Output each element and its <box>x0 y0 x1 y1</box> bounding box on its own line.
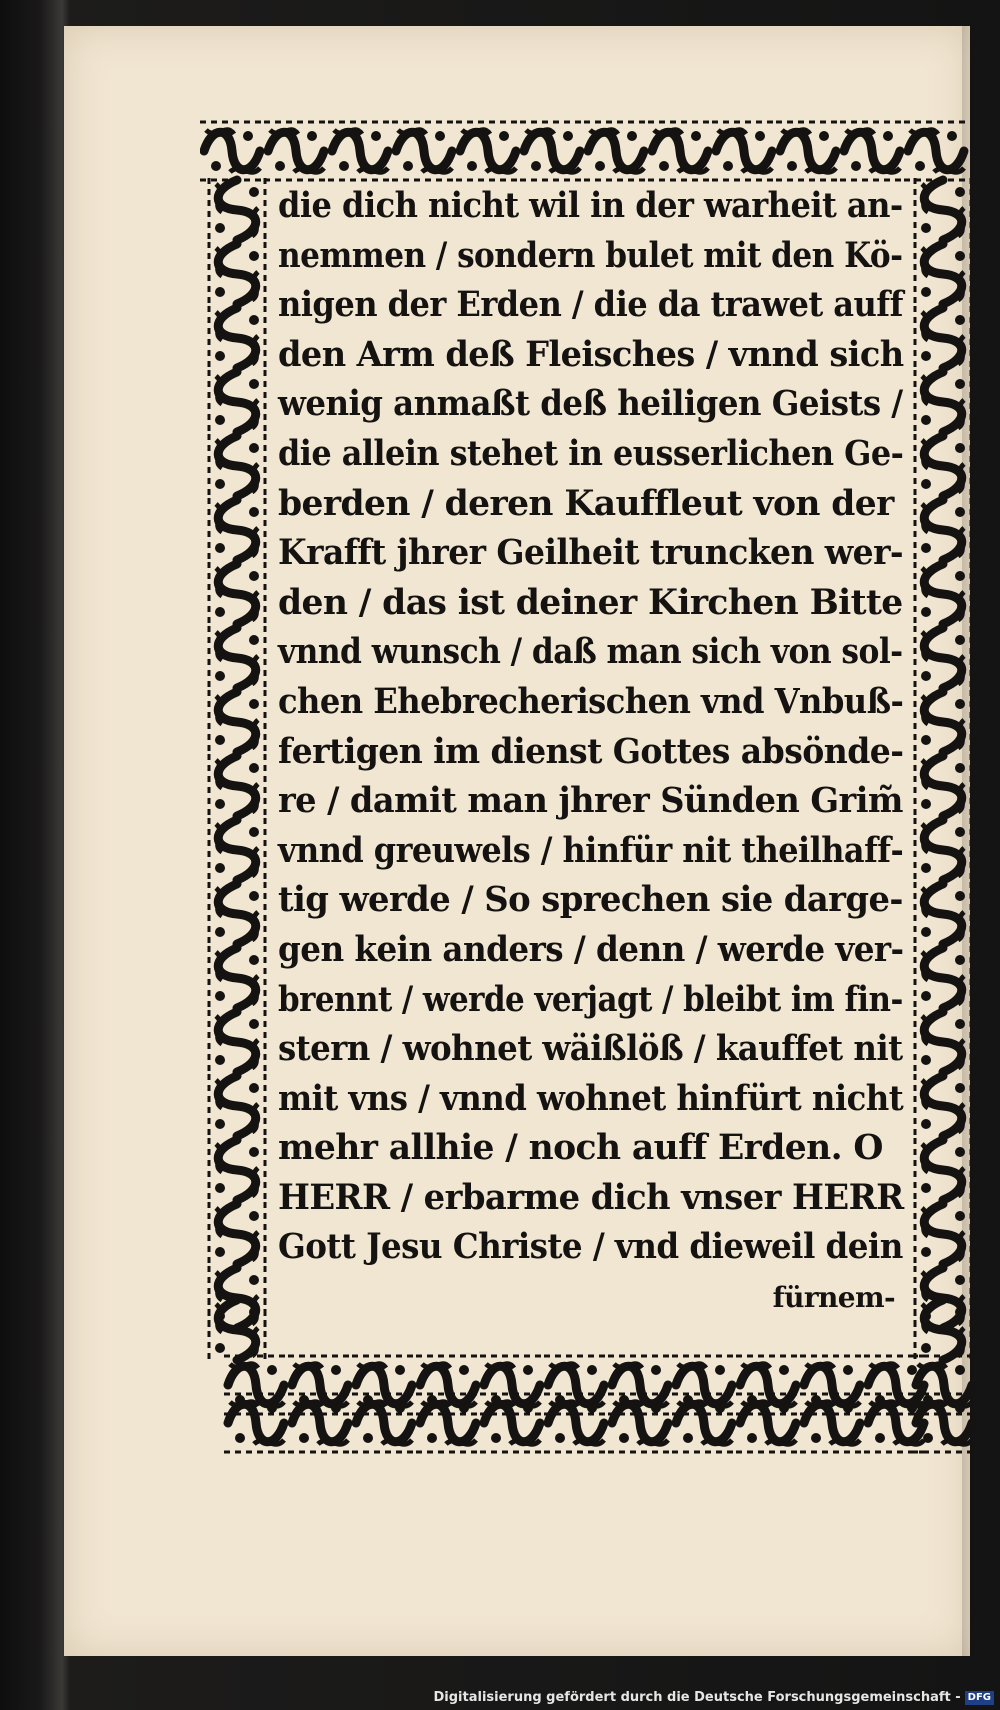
text-block <box>278 182 903 1323</box>
text-line: Gott Jesu Christe / vnd dieweil dein <box>278 1227 903 1268</box>
text-line: wenig anmaßt deß heiligen Geists / <box>278 384 903 425</box>
text-line: tig werde / So sprechen sie darge‑ <box>278 880 903 921</box>
text-line: brennt / werde verjagt / bleibt im fin‑ <box>278 979 903 1020</box>
text-line: HERR / erbarme dich vnser HERR <box>278 1177 904 1218</box>
text-line: den Arm deß Fleisches / vnnd sich <box>278 334 904 375</box>
credit-text: Digitalisierung gefördert durch die Deutsche Forschungsgemeinschaft - <box>433 1690 961 1705</box>
dfg-logo-icon: DFG <box>965 1691 994 1705</box>
text-line: fertigen im dienst Gottes absönde‑ <box>278 731 904 772</box>
text-line: gen kein anders / denn / werde ver‑ <box>278 929 904 970</box>
text-line: mehr allhie / noch auff Erden. O <box>278 1128 883 1169</box>
text-line: vnnd wunsch / daß man sich von sol‑ <box>278 632 903 673</box>
text-line: die dich nicht wil in der warheit an‑ <box>278 186 903 226</box>
text-line: nemmen / sondern bulet mit den Kö‑ <box>278 235 903 276</box>
text-line: nigen der Erden / die da trawet auff <box>278 285 903 326</box>
text-line: Krafft jhrer Geilheit truncken wer‑ <box>278 533 904 574</box>
text-line: mit vns / vnnd wohnet hinfürt nicht <box>278 1078 904 1119</box>
catchword: fürnem‑ <box>772 1281 895 1315</box>
digitization-credit <box>0 1686 1000 1710</box>
text-line: die allein stehet in eusserlichen Ge‑ <box>278 433 904 474</box>
text-line: berden / deren Kauffleut von der <box>278 483 894 524</box>
text-line: re / damit man jhrer Sünden Grim̃ <box>278 781 903 822</box>
text-line: vnnd greuwels / hinfür nit theilhaff‑ <box>278 830 904 871</box>
text-line: stern / wohnet wäißlöß / kauffet nit <box>278 1029 903 1070</box>
text-line: chen Ehebrecherischen vnd Vnbuß‑ <box>278 681 904 722</box>
text-line: den / das ist deiner Kirchen Bitte <box>278 582 903 623</box>
